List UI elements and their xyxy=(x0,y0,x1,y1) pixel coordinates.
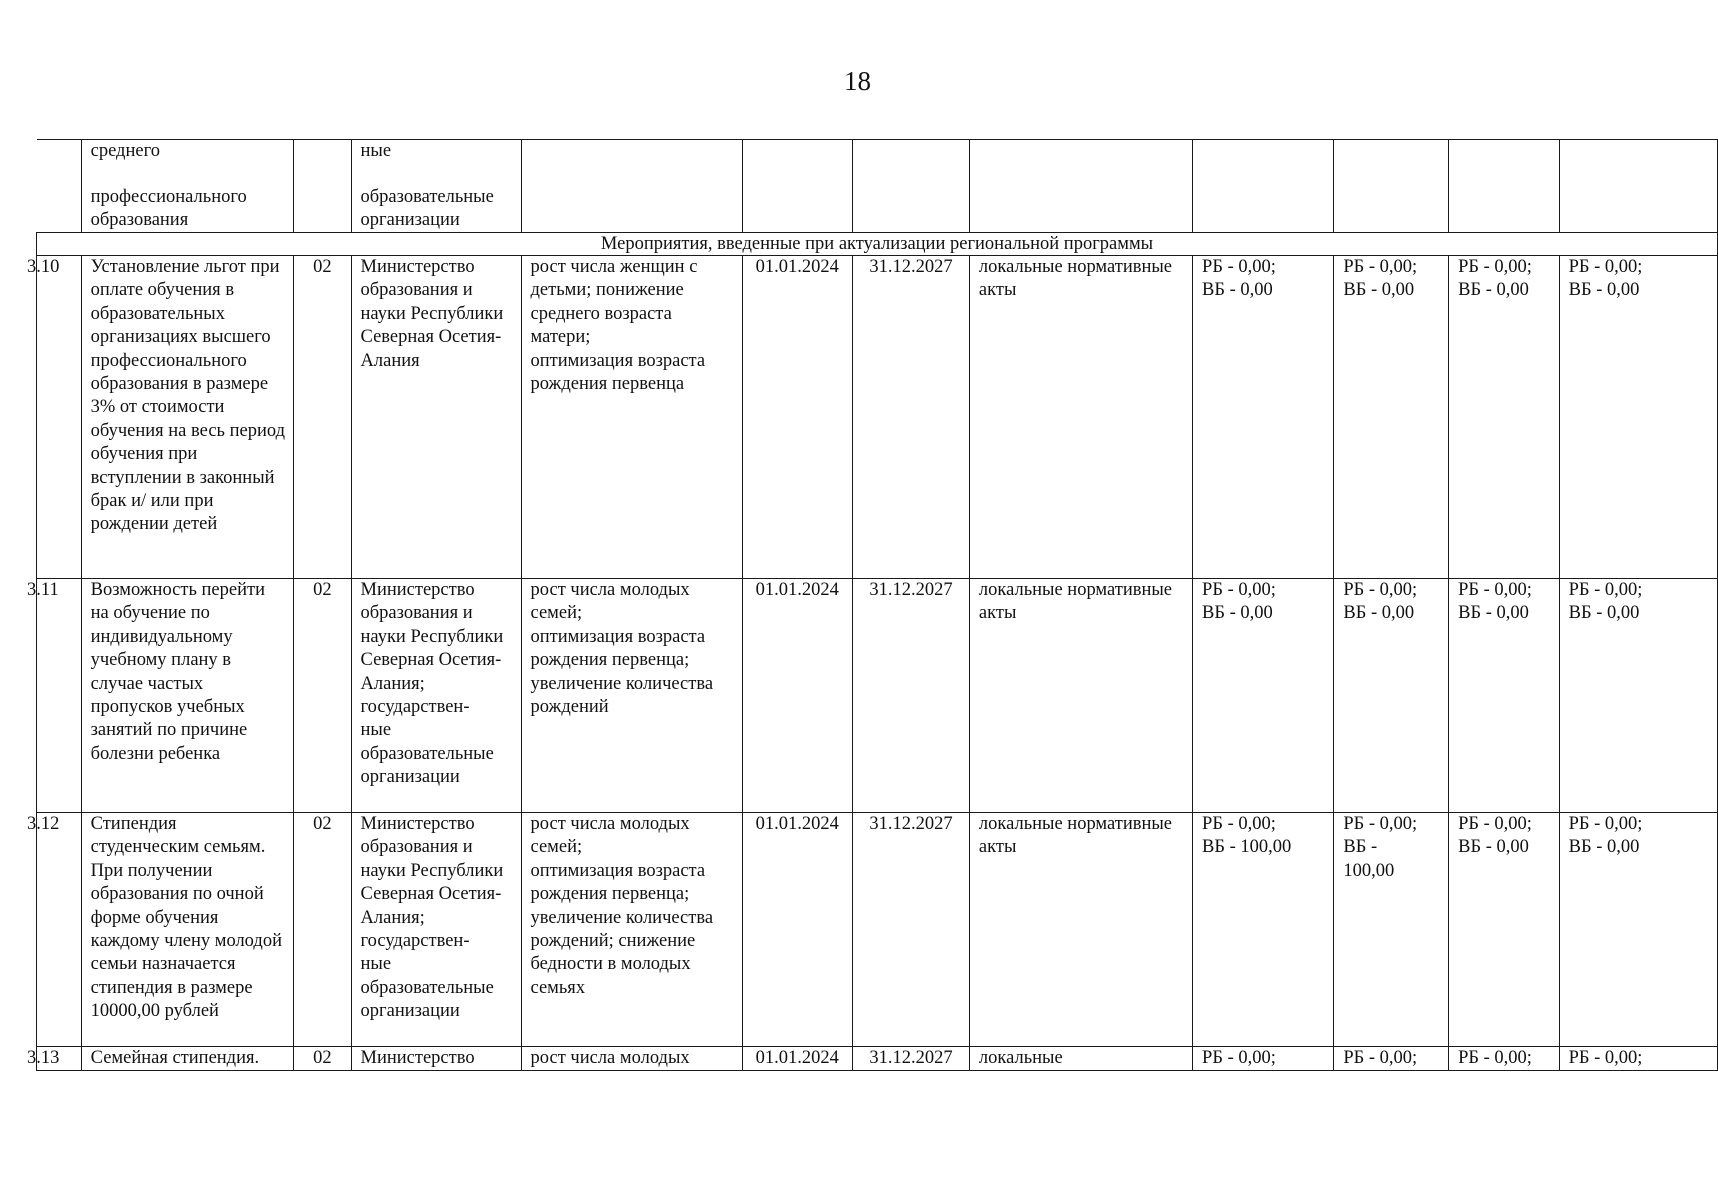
funding-cell-1: РБ - 0,00; xyxy=(1193,1047,1334,1071)
row-number: 3.11 xyxy=(37,579,82,813)
section-title: Мероприятия, введенные при актуализации региональной программы xyxy=(37,233,1718,256)
continuation-executor-cell: ные образовательные организации xyxy=(351,140,521,233)
documents-cell: локальные xyxy=(969,1047,1192,1071)
funding-cell-2: РБ - 0,00; ВБ - 0,00 xyxy=(1334,256,1449,579)
continuation-start-cell xyxy=(742,140,853,233)
event-cell: Возможность перейти на обучение по индивидуальному учебному плану в случае частых пропусков учебных занятий по причине болезни ребенка xyxy=(81,579,294,813)
executor-cell: Министерство образования и науки Республики Северная Осетия-Алания; государствен- ные образовательные организации xyxy=(351,579,521,813)
funding-cell-4: РБ - 0,00; ВБ - 0,00 xyxy=(1559,256,1717,579)
measures-table xyxy=(27,139,1718,1071)
funding-cell-1: РБ - 0,00; ВБ - 100,00 xyxy=(1193,813,1334,1047)
executor-cell: Министерство образования и науки Республики Северная Осетия-Алания; государствен- ные образовательные организации xyxy=(351,813,521,1047)
funding-cell-2: РБ - 0,00; ВБ - 0,00 xyxy=(1334,579,1449,813)
end-date-cell: 31.12.2027 xyxy=(853,813,970,1047)
executor-cell: Министерство xyxy=(351,1047,521,1071)
table-row xyxy=(37,579,1718,813)
continuation-end-cell xyxy=(853,140,970,233)
start-date-cell: 01.01.2024 xyxy=(742,1047,853,1071)
result-cell: рост числа женщин с детьми; понижение среднего возраста матери; оптимизация возраста рождения первенца xyxy=(521,256,742,579)
funding-cell-4: РБ - 0,00; xyxy=(1559,1047,1717,1071)
end-date-cell: 31.12.2027 xyxy=(853,256,970,579)
documents-cell: локальные нормативные акты xyxy=(969,256,1192,579)
result-cell: рост числа молодых семей; оптимизация возраста рождения первенца; увеличение количества рождений; снижение бедности в молодых семьях xyxy=(521,813,742,1047)
code-cell: 02 xyxy=(294,579,351,813)
table-row xyxy=(37,1047,1718,1071)
result-cell: рост числа молодых xyxy=(521,1047,742,1071)
continuation-row xyxy=(37,140,1718,233)
program-table xyxy=(27,139,1676,1075)
event-cell: Стипендия студенческим семьям. При получении образования по очной форме обучения каждому члену молодой семьи назначается стипендия в размере 10000,00 рублей xyxy=(81,813,294,1047)
row-number: 3.12 xyxy=(37,813,82,1047)
funding-cell-3: РБ - 0,00; ВБ - 0,00 xyxy=(1449,579,1560,813)
start-date-cell: 01.01.2024 xyxy=(742,579,853,813)
funding-cell-2: РБ - 0,00; ВБ - 100,00 xyxy=(1334,813,1449,1047)
continuation-docs-cell xyxy=(969,140,1192,233)
code-cell: 02 xyxy=(294,256,351,579)
event-cell: Семейная стипендия. xyxy=(81,1047,294,1071)
event-cell: Установление льгот при оплате обучения в образовательных организациях высшего профессионального образования в размере 3% от стоимости обучения на весь период обучения при вступлении в законный брак и/ или при рождении детей xyxy=(81,256,294,579)
table-row xyxy=(37,256,1718,579)
code-cell: 02 xyxy=(294,1047,351,1071)
funding-cell-3: РБ - 0,00; xyxy=(1449,1047,1560,1071)
funding-cell-4: РБ - 0,00; ВБ - 0,00 xyxy=(1559,813,1717,1047)
end-date-cell: 31.12.2027 xyxy=(853,1047,970,1071)
documents-cell: локальные нормативные акты xyxy=(969,813,1192,1047)
code-cell: 02 xyxy=(294,813,351,1047)
start-date-cell: 01.01.2024 xyxy=(742,256,853,579)
executor-cell: Министерство образования и науки Республики Северная Осетия-Алания xyxy=(351,256,521,579)
funding-cell-2: РБ - 0,00; xyxy=(1334,1047,1449,1071)
continuation-event-cell: среднего профессионального образования xyxy=(81,140,294,233)
continuation-num-cell xyxy=(37,140,82,233)
continuation-f2-cell xyxy=(1334,140,1449,233)
continuation-code-cell xyxy=(294,140,351,233)
table-row xyxy=(37,813,1718,1047)
funding-cell-1: РБ - 0,00; ВБ - 0,00 xyxy=(1193,256,1334,579)
continuation-result-cell xyxy=(521,140,742,233)
documents-cell: локальные нормативные акты xyxy=(969,579,1192,813)
continuation-f4-cell xyxy=(1559,140,1717,233)
funding-cell-3: РБ - 0,00; ВБ - 0,00 xyxy=(1449,813,1560,1047)
funding-cell-1: РБ - 0,00; ВБ - 0,00 xyxy=(1193,579,1334,813)
result-cell: рост числа молодых семей; оптимизация возраста рождения первенца; увеличение количества рождений xyxy=(521,579,742,813)
start-date-cell: 01.01.2024 xyxy=(742,813,853,1047)
row-number: 3.13 xyxy=(37,1047,82,1071)
continuation-f3-cell xyxy=(1449,140,1560,233)
end-date-cell: 31.12.2027 xyxy=(853,579,970,813)
section-header-row xyxy=(37,233,1718,256)
page-number: 18 xyxy=(844,66,871,96)
continuation-f1-cell xyxy=(1193,140,1334,233)
funding-cell-4: РБ - 0,00; ВБ - 0,00 xyxy=(1559,579,1717,813)
funding-cell-3: РБ - 0,00; ВБ - 0,00 xyxy=(1449,256,1560,579)
row-number: 3.10 xyxy=(37,256,82,579)
